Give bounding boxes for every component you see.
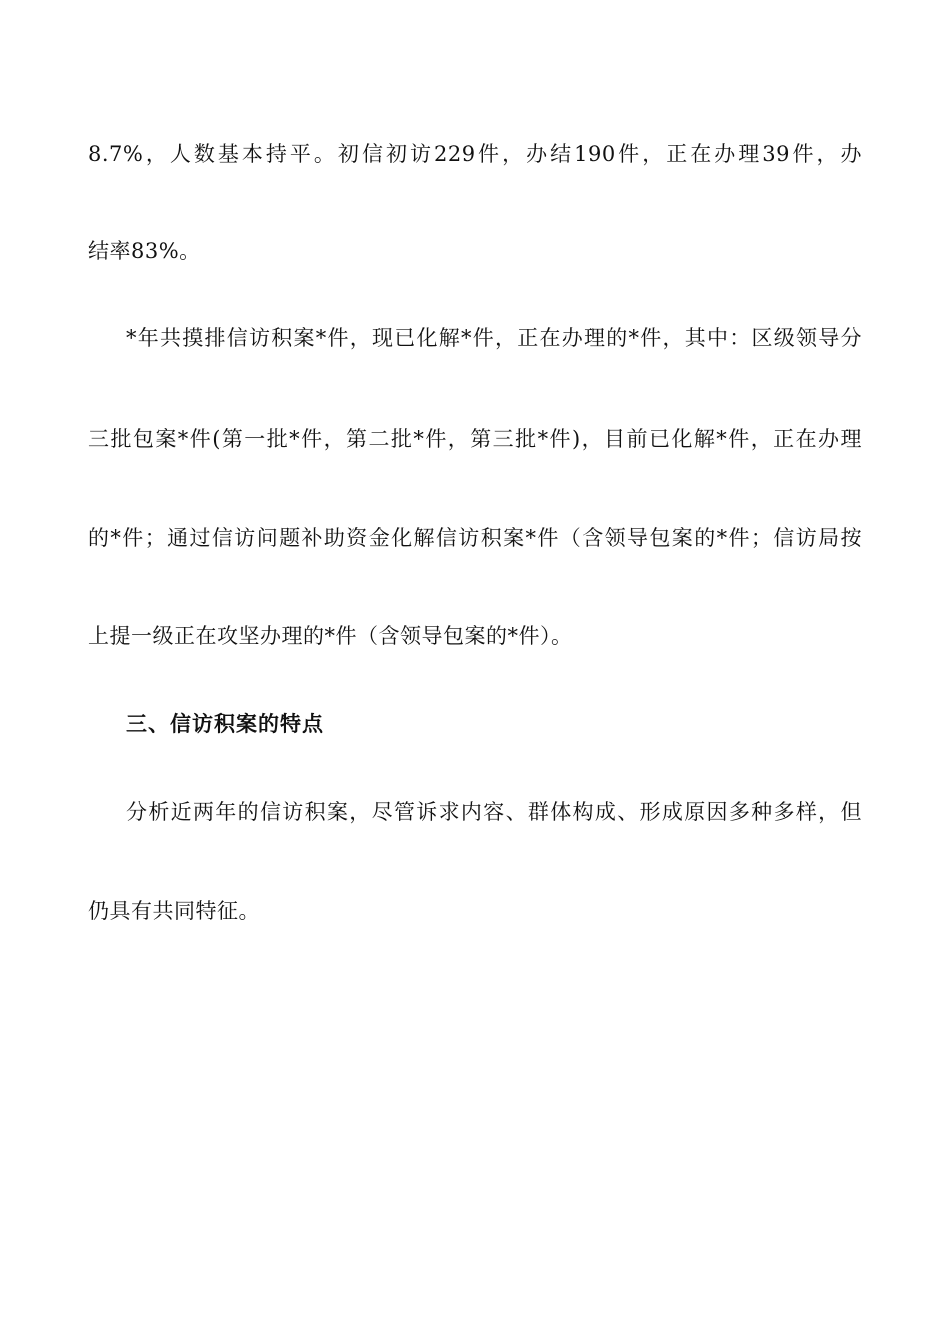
paragraph-1-line-1: 8.7%，人数基本持平。初信初访229件，办结190件，正在办理39件，办 [88, 142, 862, 166]
paragraph-2-line-1: *年共摸排信访积案*件，现已化解*件，正在办理的*件，其中：区级领导分 [126, 326, 862, 350]
paragraph-2-line-3: 的*件；通过信访问题补助资金化解信访积案*件（含领导包案的*件；信访局按 [88, 526, 862, 550]
paragraph-3-line-2: 仍具有共同特征。 [88, 899, 260, 923]
section-heading: 三、信访积案的特点 [126, 712, 324, 736]
paragraph-2-line-4: 上提一级正在攻坚办理的*件（含领导包案的*件）。 [88, 624, 573, 648]
paragraph-1-line-2: 结率83%。 [88, 239, 201, 263]
paragraph-3-line-1: 分析近两年的信访积案，尽管诉求内容、群体构成、形成原因多种多样，但 [126, 800, 862, 824]
paragraph-2-line-2: 三批包案*件(第一批*件，第二批*件，第三批*件)，目前已化解*件，正在办理 [88, 427, 862, 451]
